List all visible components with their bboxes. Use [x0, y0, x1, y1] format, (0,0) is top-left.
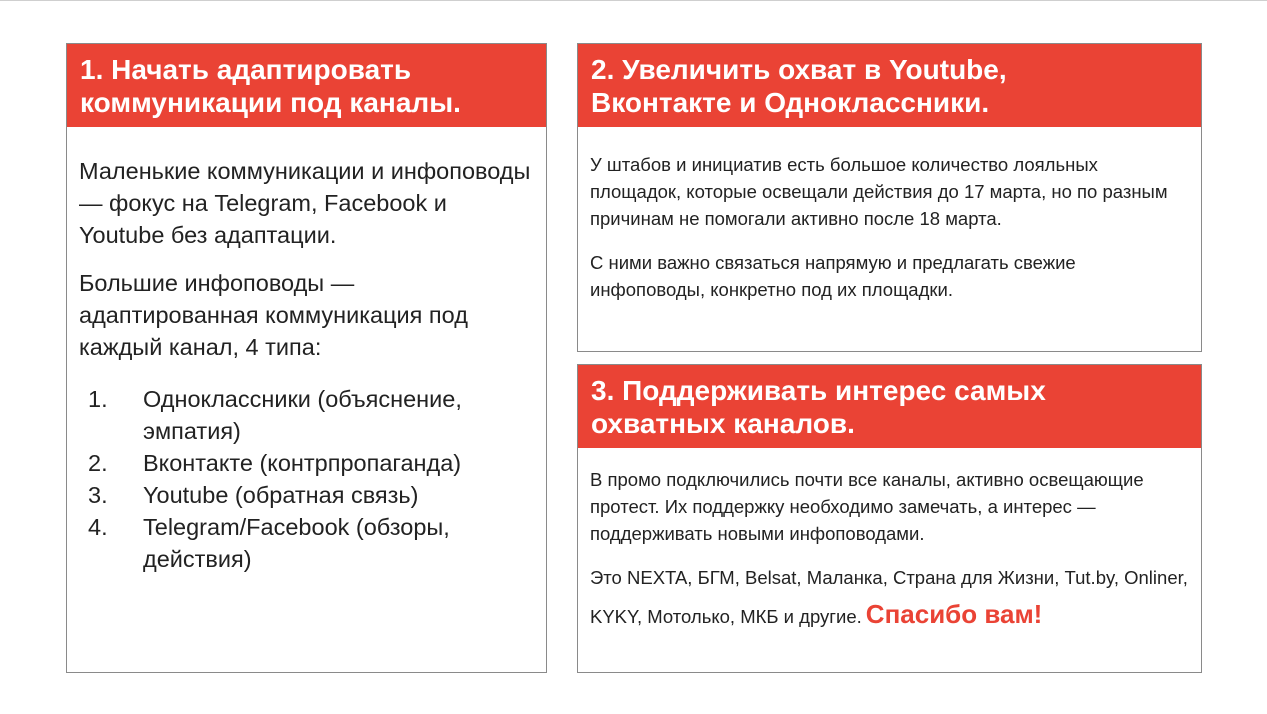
card-title-line: 1. Начать адаптировать: [80, 54, 412, 85]
card-title-line: 2. Увеличить охват в Youtube,: [591, 54, 1007, 85]
list-item-text: Одноклассники (объяснение, эмпатия): [143, 386, 462, 444]
list-item-text: Telegram/Facebook (обзоры, действия): [143, 514, 450, 572]
card-title-line: Вконтакте и Одноклассники.: [591, 87, 990, 118]
card-increase-reach-title: [578, 44, 1201, 127]
list-item: [79, 383, 534, 447]
channels-list-paragraph: [590, 560, 1189, 635]
card-adapt-communications: [66, 43, 547, 673]
list-item-text: Вконтакте (контрпропаганда): [143, 450, 462, 476]
card-increase-reach-body: [578, 127, 1201, 303]
card-title-line: охватных каналов.: [591, 408, 855, 439]
card-title-line: коммуникации под каналы.: [80, 87, 461, 118]
small-communications-paragraph: Маленькие коммуникации и инфоповоды — фокус на Telegram, Facebook и Youtube без адаптации.: [79, 158, 531, 248]
card-adapt-communications-title: [67, 44, 546, 127]
card-increase-reach: [577, 43, 1202, 352]
promo-channels-paragraph: В промо подключились почти все каналы, активно освещающие протест. Их поддержку необходимо замечать, а интерес — поддерживать новыми инфоповодами.: [590, 469, 1144, 544]
thanks-text: Спасибо вам!: [865, 599, 1043, 629]
card-support-channels-body: [578, 448, 1201, 635]
card-title-line: 3. Поддерживать интерес самых: [591, 375, 1046, 406]
list-item-number: 2.: [88, 450, 108, 476]
list-item: [79, 447, 534, 479]
list-item-number: 3.: [88, 482, 108, 508]
contact-directly-paragraph: С ними важно связаться напрямую и предлагать свежие инфоповоды, конкретно под их площадки.: [590, 252, 1076, 300]
list-item-number: 4.: [88, 514, 108, 540]
card-support-channels: [577, 364, 1202, 673]
list-item-text: Youtube (обратная связь): [143, 482, 419, 508]
channel-types-list: [79, 383, 534, 575]
list-item: [79, 479, 534, 511]
channels-list-text: Это NEXTA, БГМ, Belsat, Маланка, Страна для Жизни, Tut.by, Onliner, KYKY, Мотолько, МКБ и другие.: [590, 567, 1188, 627]
card-adapt-communications-body: [67, 127, 546, 575]
top-divider: [0, 0, 1267, 1]
list-item: [79, 511, 534, 575]
list-item-number: 1.: [88, 386, 108, 412]
big-communications-paragraph: Большие инфоповоды — адаптированная коммуникация под каждый канал, 4 типа:: [79, 270, 468, 360]
loyal-platforms-paragraph: У штабов и инициатив есть большое количество лояльных площадок, которые освещали действия до 17 марта, но по разным причинам не помогали активно после 18 марта.: [590, 154, 1168, 229]
card-support-channels-title: [578, 365, 1201, 448]
